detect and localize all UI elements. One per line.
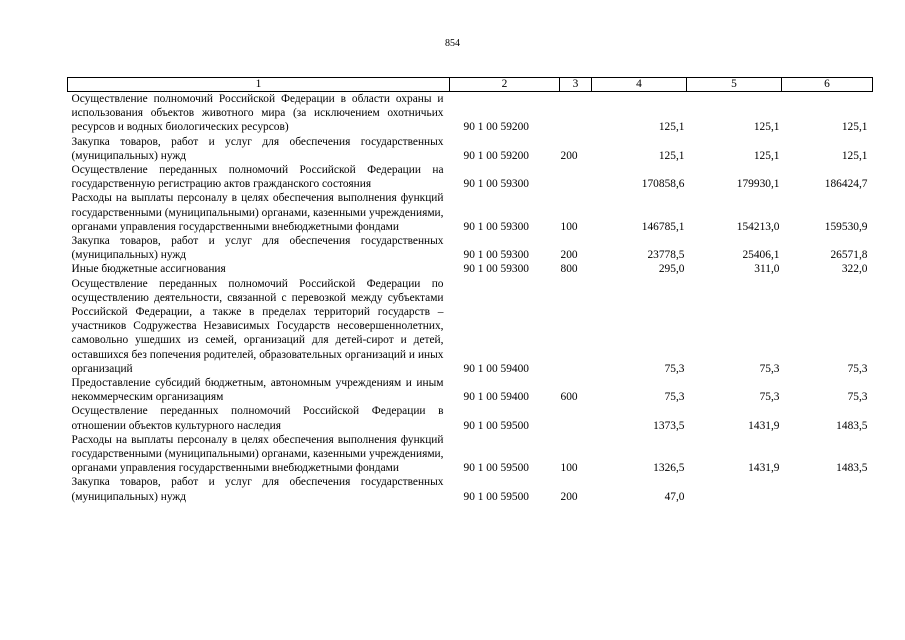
page-number: 854 <box>445 38 460 49</box>
row-value-col4: 170858,6 <box>641 178 685 191</box>
row-name: Осуществление переданных полномочий Российской Федерации на государственную регистрацию актов гражданского состояния <box>71 164 444 191</box>
header-col-6: 6 <box>782 78 873 92</box>
row-expense-type <box>560 163 592 191</box>
row-code: 90 1 00 59400 <box>463 391 529 404</box>
table-row <box>68 376 873 404</box>
table-row <box>68 135 873 163</box>
header-col-1: 1 <box>68 78 450 92</box>
row-value-col5: 1431,9 <box>748 462 780 475</box>
row-name: Закупка товаров, работ и услуг для обеспечения государственных (муниципальных) нужд <box>71 235 444 262</box>
row-value-col4: 295,0 <box>658 263 685 276</box>
table-row <box>68 277 873 376</box>
row-code: 90 1 00 59200 <box>463 149 529 162</box>
header-col-3: 3 <box>560 78 592 92</box>
row-value-col6: 322,0 <box>841 263 868 276</box>
header-col-4: 4 <box>592 78 687 92</box>
row-value-col6: 159530,9 <box>824 220 868 233</box>
row-value-col5: 311,0 <box>754 263 780 276</box>
row-name: Закупка товаров, работ и услуг для обеспечения государственных (муниципальных) нужд <box>71 135 444 162</box>
row-expense-type: 200 <box>560 249 578 262</box>
table-row <box>68 262 873 276</box>
row-expense-type: 600 <box>560 391 578 404</box>
row-expense-type: 200 <box>560 149 578 162</box>
row-value-col4: 75,3 <box>664 362 685 375</box>
row-value-col5: 154213,0 <box>736 220 780 233</box>
row-value-col6: 1483,5 <box>836 419 868 432</box>
row-value-col5: 1431,9 <box>748 419 780 432</box>
row-value-col4: 1326,5 <box>653 462 685 475</box>
table-row <box>68 191 873 234</box>
row-name: Предоставление субсидий бюджетным, автономным учреждениям и иным некоммерческим организациям <box>71 377 444 404</box>
row-code: 90 1 00 59500 <box>463 490 529 503</box>
row-code: 90 1 00 59400 <box>463 362 529 375</box>
row-value-col4: 125,1 <box>658 149 685 162</box>
row-value-col4: 146785,1 <box>641 220 685 233</box>
row-value-col6: 75,3 <box>847 391 868 404</box>
row-value-col6: 75,3 <box>847 362 868 375</box>
row-expense-type <box>560 92 592 135</box>
row-value-col5: 125,1 <box>753 149 780 162</box>
table-row <box>68 163 873 191</box>
table-row <box>68 475 873 503</box>
row-name: Осуществление полномочий Российской Федерации в области охраны и использования объектов животного мира (за исключением охотничьих ресурсов и водных биологических ресурсов) <box>71 93 444 134</box>
row-code: 90 1 00 59200 <box>463 121 529 134</box>
row-value-col6: 186424,7 <box>824 178 868 191</box>
row-value-col4: 1373,5 <box>653 419 685 432</box>
row-value-col6: 26571,8 <box>830 249 868 262</box>
row-name: Осуществление переданных полномочий Российской Федерации по осуществлению деятельности, связанной с перевозкой между субъектами Российской Федерации, а также в пределах территорий государств – участников Содружества Независимых Государств несовершеннолетних, самовольно ушедших из семей, организаций для детей-сирот и детей, оставшихся без попечения родителей, образовательных организаций и иных организаций <box>71 277 444 375</box>
row-name: Расходы на выплаты персоналу в целях обеспечения выполнения функций государственными (муниципальными) органами, казенными учреждениями, органами управления государственными внебюджетными фондами <box>71 433 444 475</box>
table-row <box>68 92 873 135</box>
row-value-col4: 75,3 <box>664 391 685 404</box>
budget-table <box>67 77 873 504</box>
table-row <box>68 433 873 476</box>
row-name: Закупка товаров, работ и услуг для обеспечения государственных (муниципальных) нужд <box>71 476 444 503</box>
row-code: 90 1 00 59300 <box>463 263 529 276</box>
row-name: Осуществление переданных полномочий Российской Федерации в отношении объектов культурного наследия <box>71 405 444 432</box>
row-value-col5: 125,1 <box>753 121 780 134</box>
row-expense-type: 200 <box>560 490 578 503</box>
row-expense-type: 800 <box>560 263 578 276</box>
row-value-col6 <box>782 475 873 503</box>
row-code: 90 1 00 59500 <box>463 462 529 475</box>
header-col-2: 2 <box>450 78 560 92</box>
row-expense-type: 100 <box>560 462 578 475</box>
row-code: 90 1 00 59300 <box>463 249 529 262</box>
row-value-col4: 23778,5 <box>647 249 685 262</box>
row-value-col6: 125,1 <box>841 121 868 134</box>
row-value-col5: 75,3 <box>759 362 780 375</box>
table-header-row <box>68 78 873 92</box>
row-value-col6: 1483,5 <box>836 462 868 475</box>
row-name: Иные бюджетные ассигнования <box>71 263 226 276</box>
row-name: Расходы на выплаты персоналу в целях обеспечения выполнения функций государственными (муниципальными) органами, казенными учреждениями, органами управления государственными внебюджетными фондами <box>71 192 444 233</box>
row-code: 90 1 00 59500 <box>463 419 529 432</box>
table-row <box>68 234 873 262</box>
row-code: 90 1 00 59300 <box>463 220 529 233</box>
row-value-col4: 125,1 <box>658 121 685 134</box>
row-value-col6: 125,1 <box>841 149 868 162</box>
row-value-col5 <box>687 475 782 503</box>
row-expense-type <box>560 404 592 432</box>
table-row <box>68 404 873 432</box>
row-value-col4: 47,0 <box>664 490 685 503</box>
row-value-col5: 75,3 <box>759 391 780 404</box>
row-code: 90 1 00 59300 <box>463 178 529 191</box>
row-expense-type: 100 <box>560 220 578 233</box>
row-value-col5: 179930,1 <box>736 178 780 191</box>
header-col-5: 5 <box>687 78 782 92</box>
row-expense-type <box>560 277 592 376</box>
row-value-col5: 25406,1 <box>742 249 780 262</box>
